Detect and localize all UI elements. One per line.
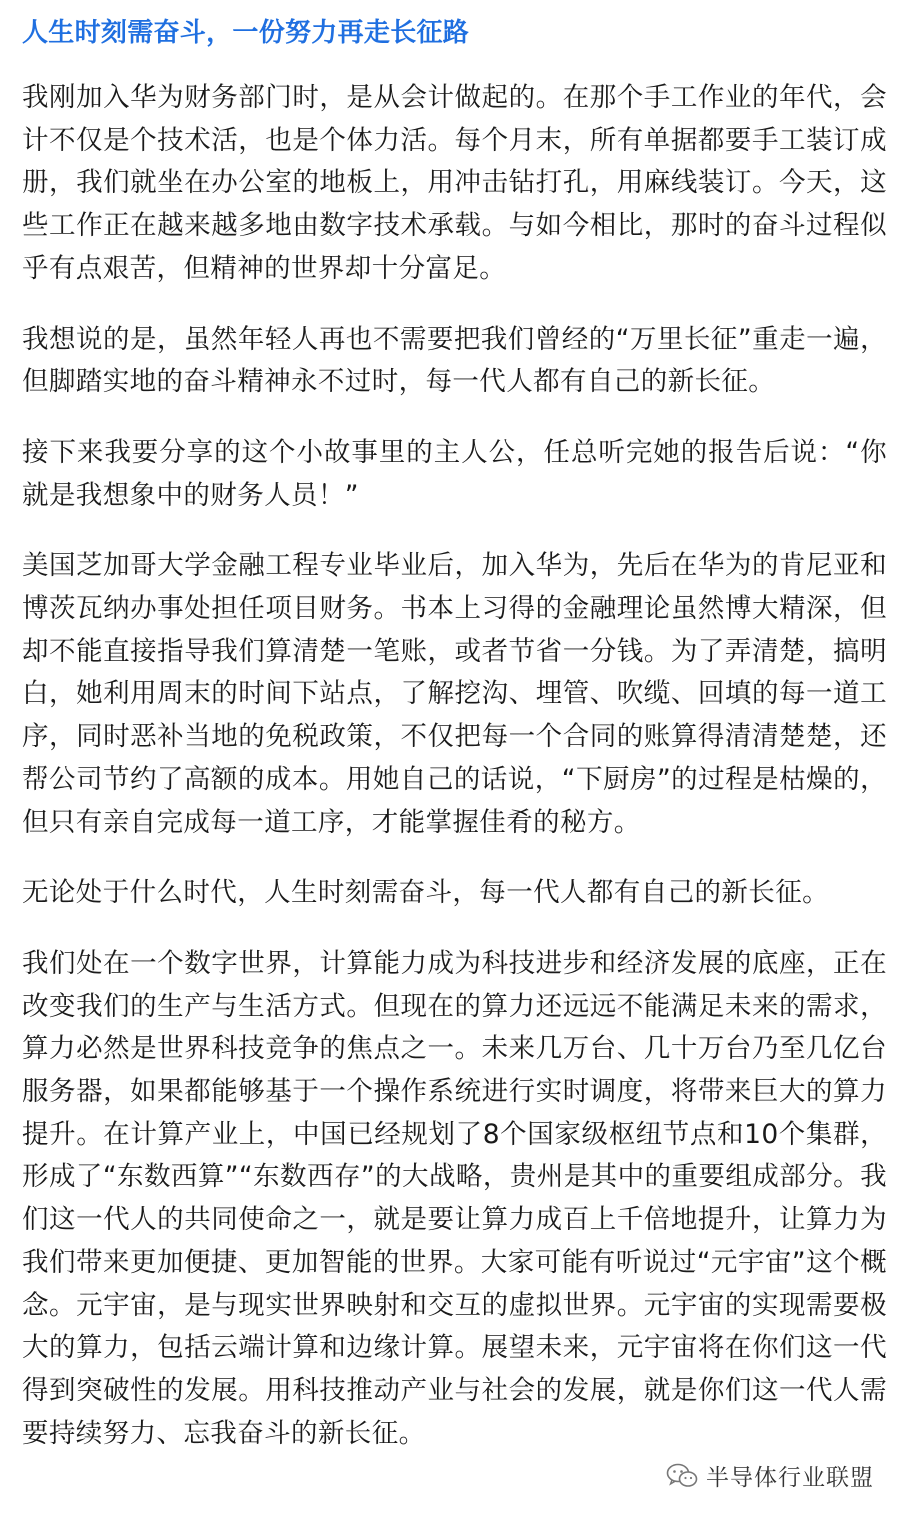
paragraph-1: 我刚加入华为财务部门时，是从会计做起的。在那个手工作业的年代，会计不仅是个技术活，也是个体力活。每个月末，所有单据都要手工装订成册，我们就坐在办公室的地板上，用冲击钻打孔，用麻线装订。今天，这些工作正在越来越多地由数字技术承载。与如今相比，那时的奋斗过程似乎有点艰苦，但精神的世界却十分富足。 <box>22 82 887 284</box>
paragraph-6: 我们处在一个数字世界，计算能力成为科技进步和经济发展的底座，正在改变我们的生产与生活方式。但现在的算力还远远不能满足未来的需求，算力必然是世界科技竞争的焦点之一。未来几万台、几十万台乃至几亿台服务器，如果都能够基于一个操作系统进行实时调度，将带来巨大的算力提升。在计算产业上，中国已经规划了8个国家级枢纽节点和10个集群，形成了“东数西算”“东数西存”的大战略，贵州是其中的重要组成部分。我们这一代人的共同使命之一，就是要让算力成百上千倍地提升，让算力为我们带来更加便捷、更加智能的世界。大家可能有听说过“元宇宙”这个概念。元宇宙，是与现实世界映射和交互的虚拟世界。元宇宙的实现需要极大的算力，包括云端计算和边缘计算。展望未来，元宇宙将在你们这一代得到突破性的发展。用科技推动产业与社会的发展，就是你们这一代人需要持续努力、忘我奋斗的新长征。 <box>22 947 887 1449</box>
wechat-icon <box>666 1463 698 1489</box>
watermark-text: 半导体行业联盟 <box>706 1465 874 1491</box>
paragraph-3: 接下来我要分享的这个小故事里的主人公，任总听完她的报告后说：“你就是我想象中的财务人员！” <box>22 436 887 511</box>
paragraph-5: 无论处于什么时代，人生时刻需奋斗，每一代人都有自己的新长征。 <box>22 877 829 909</box>
paragraph-4: 美国芝加哥大学金融工程专业毕业后，加入华为，先后在华为的肯尼亚和博茨瓦纳办事处担任项目财务。书本上习得的金融理论虽然博大精深，但却不能直接指导我们算清楚一笔账，或者节省一分钱。为了弄清楚，搞明白，她利用周末的时间下站点，了解挖沟、埋管、吹缆、回填的每一道工序，同时恶补当地的免税政策，不仅把每一个合同的账算得清清楚楚，还帮公司节约了高额的成本。用她自己的话说，“下厨房”的过程是枯燥的，但只有亲自完成每一道工序，才能掌握佳肴的秘方。 <box>22 550 887 838</box>
article-title: 人生时刻需奋斗，一份努力再走长征路 <box>22 18 470 48</box>
paragraph-2: 我想说的是，虽然年轻人再也不需要把我们曾经的“万里长征”重走一遍，但脚踏实地的奋斗精神永不过时，每一代人都有自己的新长征。 <box>22 323 887 398</box>
watermark <box>660 1457 880 1494</box>
